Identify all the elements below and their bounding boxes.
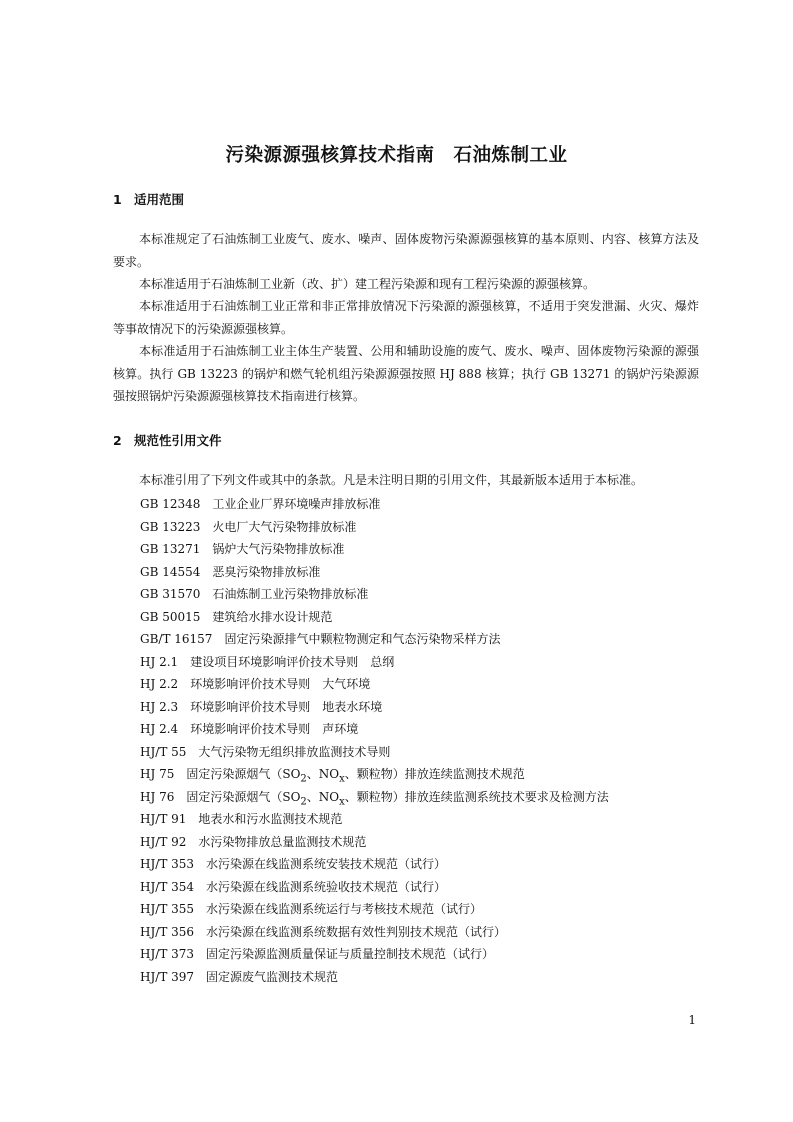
subscript: x bbox=[339, 773, 345, 785]
reference-item bbox=[140, 628, 700, 651]
reference-title: 工业企业厂界环境噪声排放标准 bbox=[212, 497, 381, 511]
reference-title bbox=[186, 767, 525, 785]
reference-title: 固定源废气监测技术规范 bbox=[206, 969, 339, 984]
reference-title: 环境影响评价技术导则 地表水环境 bbox=[190, 699, 383, 714]
section-2-title: 规范性引用文件 bbox=[134, 433, 222, 448]
reference-code: HJ/T 353 bbox=[140, 857, 195, 871]
reference-item bbox=[140, 763, 700, 786]
reference-code: HJ 2.3 bbox=[140, 699, 179, 714]
reference-item bbox=[140, 876, 700, 899]
reference-code: GB/T 16157 bbox=[140, 632, 213, 646]
reference-title: 建筑给水排水设计规范 bbox=[212, 609, 333, 624]
reference-code: GB 50015 bbox=[140, 609, 201, 624]
reference-item bbox=[140, 786, 700, 809]
reference-code: HJ/T 397 bbox=[140, 969, 195, 984]
reference-title: 固定污染源排气中颗粒物测定和气态污染物采样方法 bbox=[224, 632, 501, 646]
reference-item bbox=[140, 943, 700, 966]
reference-title: 环境影响评价技术导则 大气环境 bbox=[190, 677, 371, 691]
reference-title: 石油炼制工业污染物排放标准 bbox=[212, 587, 369, 601]
subscript: 2 bbox=[300, 773, 307, 785]
reference-title-part: 、颗粒物）排放连续监测技术规范 bbox=[344, 767, 525, 781]
reference-title: 建设项目环境影响评价技术导则 总纲 bbox=[190, 654, 395, 669]
reference-item bbox=[140, 808, 700, 831]
subscript: x bbox=[339, 795, 345, 807]
reference-item bbox=[140, 673, 700, 696]
reference-title: 水污染源在线监测系统运行与考核技术规范（试行） bbox=[206, 902, 483, 916]
reference-item bbox=[140, 696, 700, 719]
reference-item bbox=[140, 718, 700, 741]
reference-title: 环境影响评价技术导则 声环境 bbox=[190, 722, 359, 736]
reference-list bbox=[140, 493, 700, 988]
reference-title: 水污染物排放总量监测技术规范 bbox=[198, 834, 367, 849]
reference-item bbox=[140, 853, 700, 876]
reference-code: HJ/T 92 bbox=[140, 834, 187, 849]
section-1-paragraph-1: 本标准规定了石油炼制工业废气、废水、噪声、固体废物污染源源强核算的基本原则、内容、核算方法及要求。 bbox=[113, 232, 699, 269]
section-1-heading bbox=[113, 190, 184, 208]
section-2-heading bbox=[113, 431, 222, 449]
subscript: 2 bbox=[300, 795, 307, 807]
reference-title: 大气污染物无组织排放监测技术导则 bbox=[198, 744, 391, 759]
reference-item bbox=[140, 583, 700, 606]
reference-code: HJ/T 355 bbox=[140, 902, 195, 916]
reference-title: 恶臭污染物排放标准 bbox=[212, 564, 321, 579]
reference-title: 固定污染源监测质量保证与质量控制技术规范（试行） bbox=[206, 947, 495, 961]
reference-code: HJ 75 bbox=[140, 767, 175, 781]
reference-code: GB 13271 bbox=[140, 542, 201, 556]
reference-code: HJ 2.2 bbox=[140, 677, 179, 691]
section-2-number: 2 bbox=[113, 433, 122, 448]
section-1-title: 适用范围 bbox=[134, 192, 185, 207]
page-number: 1 bbox=[688, 1013, 696, 1027]
reference-item bbox=[140, 741, 700, 764]
reference-item bbox=[140, 966, 700, 989]
reference-title-part: 、NO bbox=[306, 767, 340, 781]
section-1-number: 1 bbox=[113, 192, 122, 207]
reference-code: HJ/T 55 bbox=[140, 744, 187, 759]
reference-code: HJ/T 373 bbox=[140, 947, 195, 961]
section-1-paragraph-2: 本标准适用于石油炼制工业新（改、扩）建工程污染源和现有工程污染源的源强核算。 bbox=[139, 277, 596, 291]
reference-code: HJ/T 91 bbox=[140, 812, 187, 826]
reference-code: GB 31570 bbox=[140, 587, 201, 601]
reference-code: HJ/T 356 bbox=[140, 924, 195, 939]
reference-code: HJ 2.1 bbox=[140, 654, 179, 669]
reference-title: 火电厂大气污染物排放标准 bbox=[212, 519, 357, 534]
reference-item bbox=[140, 538, 700, 561]
section-2-intro: 本标准引用了下列文件或其中的条款。凡是未注明日期的引用文件，其最新版本适用于本标准。 bbox=[139, 473, 644, 487]
reference-title: 水污染源在线监测系统安装技术规范（试行） bbox=[206, 857, 447, 871]
reference-code: GB 12348 bbox=[140, 497, 201, 511]
reference-title-part: 固定污染源烟气（SO bbox=[186, 789, 301, 804]
reference-title: 锅炉大气污染物排放标准 bbox=[212, 542, 345, 556]
reference-title bbox=[186, 789, 609, 807]
reference-title-part: 、颗粒物）排放连续监测系统技术要求及检测方法 bbox=[344, 789, 609, 804]
reference-code: GB 13223 bbox=[140, 519, 201, 534]
reference-item bbox=[140, 493, 700, 516]
page-title: 污染源源强核算技术指南 石油炼制工业 bbox=[225, 145, 568, 166]
reference-item bbox=[140, 516, 700, 539]
reference-title-part: 、NO bbox=[306, 789, 340, 804]
reference-item bbox=[140, 651, 700, 674]
reference-item bbox=[140, 831, 700, 854]
reference-code: HJ 2.4 bbox=[140, 722, 179, 736]
section-1-paragraph-3: 本标准适用于石油炼制工业正常和非正常排放情况下污染源的源强核算，不适用于突发泄漏、火灾、爆炸等事故情况下的污染源源强核算。 bbox=[113, 299, 699, 336]
reference-item bbox=[140, 561, 700, 584]
reference-code: GB 14554 bbox=[140, 564, 201, 579]
reference-item bbox=[140, 921, 700, 944]
section-1-paragraph-4: 本标准适用于石油炼制工业主体生产装置、公用和辅助设施的废气、废水、噪声、固体废物污染源的源强核算。执行 GB 13223 的锅炉和燃气轮机组污染源源强按照 HJ 888 核算；执行 GB 13271 的锅炉污染源源强按照锅炉污染源源强核算技术指南进行核算。 bbox=[113, 344, 699, 403]
reference-title: 地表水和污水监测技术规范 bbox=[198, 812, 343, 826]
reference-item bbox=[140, 898, 700, 921]
reference-title-part: 固定污染源烟气（SO bbox=[186, 767, 301, 781]
reference-title: 水污染源在线监测系统验收技术规范（试行） bbox=[206, 879, 447, 894]
reference-code: HJ/T 354 bbox=[140, 879, 195, 894]
reference-code: HJ 76 bbox=[140, 789, 175, 804]
reference-item bbox=[140, 606, 700, 629]
reference-title: 水污染源在线监测系统数据有效性判别技术规范（试行） bbox=[206, 924, 507, 939]
